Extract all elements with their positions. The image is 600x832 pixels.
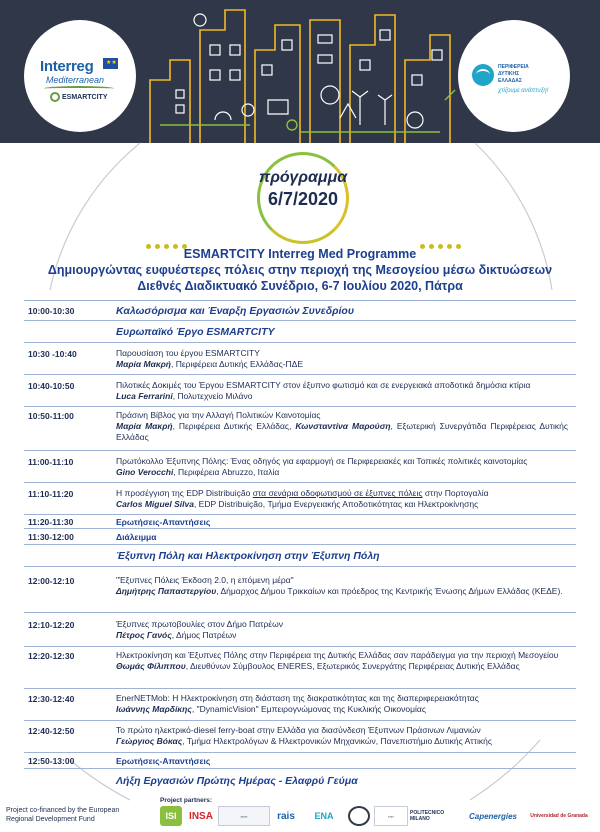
agenda-section-title: Έξυπνη Πόλη και Ηλεκτροκίνηση στην Έξυπνη Πόλη: [116, 550, 380, 562]
region-name: [498, 64, 564, 85]
agenda-affiliation: , Τμήμα Ηλεκτρολόγων & Ηλεκτρονικών Μηχανικών, Πανεπιστήμιο Δυτικής Αττικής: [182, 736, 492, 746]
agenda-row: [24, 514, 576, 528]
agenda-topic: EnerNETMob: Η Ηλεκτροκίνηση στη διάσταση της διακρατικότητας και της διαπεριφερειακότητας: [116, 693, 479, 703]
agenda-row: [24, 566, 576, 612]
agenda-time: 12:30-12:40: [28, 694, 75, 704]
programme-label: πρόγραμμα: [258, 169, 348, 186]
partner-logo-ena: [306, 806, 342, 826]
cofinance-line1: Project co-financed by the European: [6, 807, 120, 814]
agenda-time: 12:10-12:20: [28, 620, 75, 630]
agenda-row: [24, 482, 576, 514]
region-slogan: χτίζουμε ανάπτυξη!: [498, 88, 549, 94]
agenda-row: [24, 612, 576, 646]
agenda-row: [24, 300, 576, 320]
interreg-programme: Mediterranean: [46, 75, 105, 85]
region-name-line1: ΠΕΡΙΦΕΡΕΙΑ: [498, 64, 529, 70]
agenda-topic: "Έξυπνες Πόλεις Έκδοση 2.0, η επόμενη μέρα": [116, 575, 294, 585]
agenda-row: [24, 720, 576, 752]
agenda-affiliation: , Δήμος Πατρέων: [171, 630, 237, 640]
partner-logo-granada: [528, 806, 590, 826]
agenda-topic: Πράσινη Βίβλος για την Αλλαγή Πολιτικών Καινοτομίας: [116, 410, 321, 420]
partner-name: ISI: [165, 811, 177, 821]
cofinance-line2: Regional Development Fund: [6, 816, 95, 823]
agenda-item: [116, 693, 568, 715]
agenda-qa: Ερωτήσεις-Απαντήσεις: [116, 517, 211, 527]
agenda-time: 11:20-11:30: [28, 517, 74, 527]
partner-name: INSA: [189, 810, 213, 822]
agenda-speaker: Μαρία Μακρή: [116, 421, 173, 431]
partners-label: Project partners:: [160, 797, 213, 804]
agenda-topic: Πρωτόκολλο Έξυπνης Πόλης: Ένας οδηγός για εφαρμογή σε Περιφερειακές και Τοπικές πολιτικές καινοτομίας: [116, 456, 528, 466]
agenda-topic: Πιλοτικές Δοκιμές του Έργου ESMARTCITY στον έξυπνο φωτισμό και σε ενεργειακά αποδοτικά δημόσια κτίρια: [116, 380, 531, 390]
wave-icon: [44, 86, 114, 91]
agenda-affiliation: , Εξωτερική Συνεργάτιδα Περιφέρειας Δυτικής Ελλάδας: [116, 421, 568, 442]
conference-subtitle: Δημιουργώντας ευφυέστερες πόλεις στην περιοχή της Μεσογείου μέσω δικτυώσεων: [47, 263, 553, 277]
partner-graphic: ▪▪▪▪: [388, 813, 394, 819]
region-logo: [458, 20, 570, 132]
agenda-item: [116, 650, 568, 672]
region-name-line3: ΕΛΛΑΔΑΣ: [498, 78, 522, 84]
agenda-item: [116, 619, 568, 641]
agenda-row: [24, 374, 576, 406]
agenda-row: [24, 544, 576, 566]
agenda-section-title: Λήξη Εργασιών Πρώτης Ημέρας - Ελαφρύ Γεύμα: [116, 775, 358, 787]
interreg-logo: [24, 20, 136, 132]
agenda-speaker: Gino Verocchi: [116, 467, 174, 477]
agenda-time: 11:10-11:20: [28, 489, 74, 499]
agenda-item: [116, 725, 568, 747]
agenda-speaker: Ιωάννης Μαρδίκης: [116, 704, 192, 714]
conference-details: Διεθνές Διαδικτυακό Συνέδριο, 6-7 Ιουλίου 2020, Πάτρα: [137, 279, 463, 293]
interreg-wordmark: Interreg: [40, 58, 94, 75]
agenda-item: [116, 488, 568, 510]
partner-name: Capenergies: [468, 811, 518, 821]
esmartcity-mark-icon: [50, 92, 60, 102]
region-name-line2: ΔΥΤΙΚΗΣ: [498, 71, 520, 77]
agenda-speaker: Luca Ferrarini: [116, 391, 173, 401]
cofinance-note: [6, 806, 119, 824]
agenda-item: [116, 575, 568, 597]
eu-flag-icon: ★★: [103, 58, 118, 69]
agenda-time: 12:50-13:00: [28, 756, 75, 766]
agenda-topic-end: στην Πορτογαλία: [422, 488, 489, 498]
header-banner: [0, 0, 600, 143]
partner-name: Universidad de Granada: [530, 813, 588, 819]
agenda-time: 12:00-12:10: [28, 576, 75, 586]
agenda-affiliation: , "DynamicVision" Εμπειρογνώμονας της Κυκλικής Οικονομίας: [191, 704, 426, 714]
agenda-affiliation: , Δήμαρχος Δήμου Τρικκαίων και πρόεδρος της Κεντρικής Ένωσης Δήμων Ελλάδας (ΚΕΔΕ).: [216, 586, 563, 596]
agenda-section-title: Ευρωπαϊκό Έργο ESMARTCITY: [116, 326, 275, 338]
partner-logo-polimi: [410, 806, 458, 826]
agenda-speaker: Γεώργιος Βόκας: [116, 736, 183, 746]
agenda-time: 10:30 -10:40: [28, 349, 77, 359]
agenda-time: 10:40-10:50: [28, 381, 75, 391]
decorative-dots-right: [420, 236, 472, 246]
agenda-time: 11:00-11:10: [28, 457, 74, 467]
agenda-row: [24, 342, 576, 374]
partner-name: ENA: [314, 811, 334, 821]
agenda-affiliation: , Περιφέρεια Δυτικής Ελλάδας,: [172, 421, 296, 431]
agenda-row: [24, 646, 576, 688]
agenda-row: [24, 320, 576, 342]
agenda-affiliation: , Διευθύνων Σύμβουλος ENERES, Εξωτερικός Συνεργάτης Περιφέρειας Δυτικής Ελλάδας: [185, 661, 520, 671]
agenda-topic: Ηλεκτροκίνηση και Έξυπνες Πόλης στην Περιφέρεια της Δυτικής Ελλάδας σαν παράδειγμα για την περιοχή Μεσογείου: [116, 650, 559, 660]
agenda-row: [24, 406, 576, 450]
region-emblem-icon: [472, 64, 494, 86]
agenda-speaker: Μαρία Μακρή: [116, 359, 171, 369]
decorative-dots-left: [146, 236, 198, 246]
agenda-item: [116, 410, 568, 443]
partner-name: rais: [277, 810, 295, 822]
agenda-speaker: Θωμάς Φίλιππου: [116, 661, 186, 671]
partner-name: POLITECNICO MILANO: [410, 810, 445, 822]
esmartcity-wordmark: ESMARTCITY: [62, 94, 108, 101]
agenda-item: [116, 380, 568, 402]
partner-logo-insa: [186, 806, 216, 826]
agenda-time: 10:00-10:30: [28, 306, 75, 316]
agenda-speaker: Πέτρος Γανός: [116, 630, 172, 640]
agenda-row: [24, 688, 576, 720]
agenda-topic: Παρουσίαση του έργου ESMARTCITY: [116, 348, 260, 358]
agenda-affiliation: , EDP Distribuição, Τμήμα Ενεργειακής Αποδοτικότητας και Ηλεκτροκίνησης: [193, 499, 479, 509]
partner-logo-isi: [160, 806, 182, 826]
programme-date: 6/7/2020: [267, 189, 339, 209]
agenda-row: [24, 752, 576, 768]
partner-logo-capenergies: [462, 806, 524, 826]
agenda-break: Διάλειμμα: [116, 532, 157, 542]
agenda-section-title: Καλωσόρισμα και Έναρξη Εργασιών Συνεδρίου: [116, 305, 355, 317]
partner-graphic: ▪▪▪▪▪: [240, 813, 248, 819]
agenda-item: [116, 456, 568, 478]
agenda-speaker: Carlos Miguel Silva: [116, 499, 194, 509]
agenda-time: 12:20-12:30: [28, 651, 75, 661]
agenda-row: [24, 768, 576, 792]
partner-logo-region: [374, 806, 408, 826]
agenda-affiliation: , Περιφέρεια Δυτικής Ελλάδας-ΠΔΕ: [171, 359, 304, 369]
partner-logo-institute: [218, 806, 270, 826]
conference-title: ESMARTCITY Interreg Med Programme: [183, 247, 417, 261]
agenda-affiliation: , Περιφέρεια Abruzzo, Ιταλία: [173, 467, 280, 477]
partner-emblem-icon: [348, 806, 370, 826]
agenda-affiliation: , Πολυτεχνείο Μιλάνο: [172, 391, 253, 401]
partner-logo-rais: [272, 806, 300, 826]
agenda-topic: Έξυπνες πρωτοβουλίες στον Δήμο Πατρέων: [116, 619, 283, 629]
agenda-speaker: Κωνσταντίνα Μαρούση: [295, 421, 391, 431]
agenda-qa: Ερωτήσεις-Απαντήσεις: [116, 756, 211, 766]
agenda-topic-underlined: στα σενάρια οδοφωτισμού σε έξυπνες πόλεις: [252, 488, 423, 498]
agenda-topic: Η προσέγγιση της EDP Distribuição: [116, 488, 253, 498]
agenda-time: 10:50-11:00: [28, 411, 74, 421]
agenda-topic: Το πρώτο ηλεκτρικό-diesel ferry-boat στην Ελλάδα για διασύνδεση Έξυπνων Πράσινων Λιμανιών: [116, 725, 481, 735]
agenda-item: [116, 348, 568, 370]
agenda-time: 12:40-12:50: [28, 726, 75, 736]
agenda-time: 11:30-12:00: [28, 532, 74, 542]
agenda-row: [24, 450, 576, 482]
agenda-speaker: Δημήτρης Παπαστεργίου: [116, 586, 217, 596]
agenda-row: [24, 528, 576, 544]
